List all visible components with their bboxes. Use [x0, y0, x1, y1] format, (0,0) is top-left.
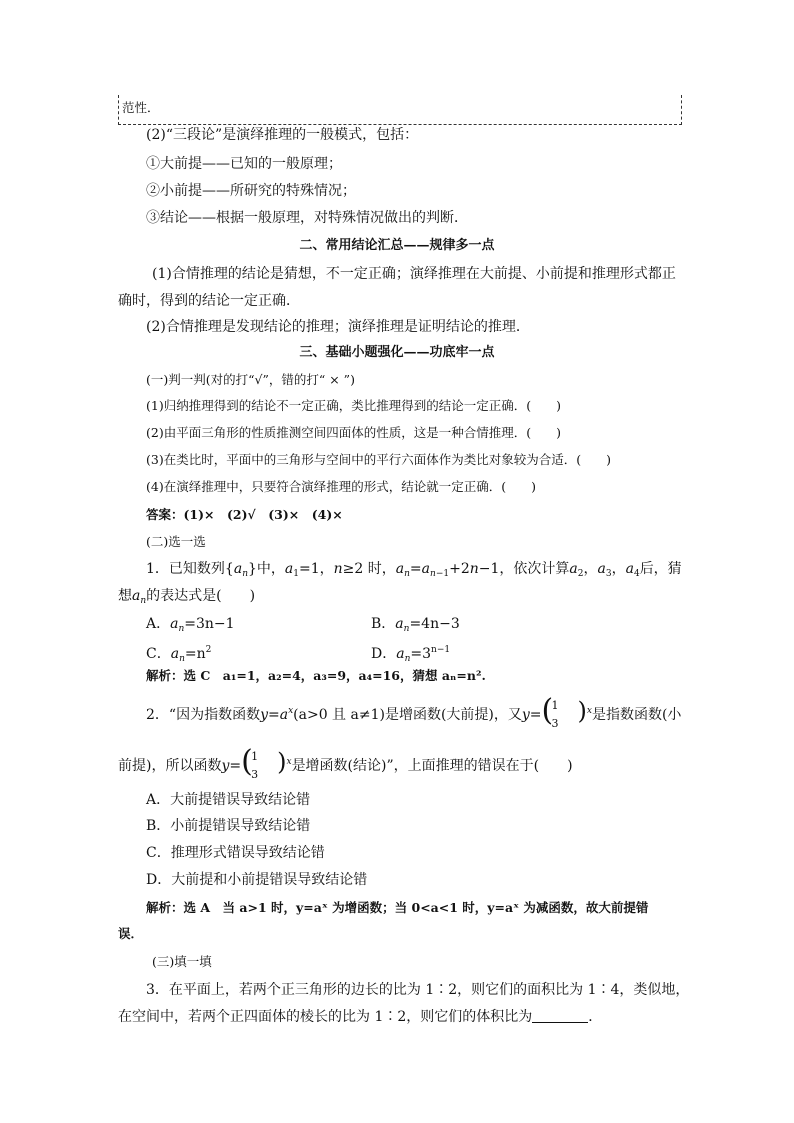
judge-answer: 答案：(1)× (2)√ (3)× (4)×: [146, 507, 343, 522]
q2-option-c[interactable]: C．推理形式错误导致结论错: [146, 845, 325, 861]
q1-text-f: =: [409, 561, 422, 577]
q1-option-b[interactable]: B．$a_n=4n-3$: [371, 616, 460, 634]
q1-var-a: a: [233, 561, 243, 577]
q1-var-n: n: [333, 561, 343, 577]
major-premise: ①大前提——已知的一般原理；: [146, 156, 342, 172]
fill-q3-line2: 在空间中，若两个正四面体的棱长的比为 1∶2，则它们的体积比为 ．: [118, 1009, 603, 1025]
conclusion-line: ③结论——根据一般原理，对特殊情况做出的判断．: [146, 210, 468, 226]
q1-option-d[interactable]: D．$a_n=3^{n-1}$: [371, 645, 451, 664]
judge-q3: (3)在类比时，平面中的三角形与空间中的平行六面体作为类比对象较为合适．( ): [146, 452, 611, 467]
q1-option-a[interactable]: A．$a_n=3n-1$: [146, 616, 235, 634]
section-heading-conclusions: 二、常用结论汇总——规律多一点: [299, 238, 495, 253]
box-tail-text: 范性．: [122, 100, 160, 115]
q2-option-d[interactable]: D．大前提和小前提错误导致结论错: [146, 872, 368, 888]
q1-line2-b: 的表达式是( ): [146, 588, 256, 604]
fraction-one-third: ( 1 3: [541, 693, 559, 730]
fill-title: (三)填一填: [152, 954, 212, 969]
choose-q1-line2: 想$a_n$的表达式是( ): [118, 588, 256, 606]
conclusion-para-1b: 确时，得到的结论一定正确．: [118, 293, 300, 309]
dashed-summary-box: [118, 95, 682, 125]
judge-title: (一)判一判(对的打“√”，错的打“ × ”): [146, 372, 355, 387]
q1-text-e: ≥2 时，: [342, 561, 396, 577]
choose-q1-line1: 1．已知数列$\{a_n\}$中，$a_1=1$，n≥2 时，$a_n=a_{n-1}+2n-1$，依次计算$a_2$，$a_3$，$a_4$后，猜: [146, 561, 682, 579]
choose-q2-line1: 2．“因为指数函数$y=a^x(a>0$ 且 a≠1)是增函数(大前提)，又y= ( 1 3 )$^x$是指数函数(小: [146, 693, 682, 730]
q2-solution-line2: 误．: [118, 926, 144, 941]
conclusion-para-1a: (1)合情推理的结论是猜想，不一定正确；演绎推理在大前提、小前提和推理形式都正: [152, 266, 676, 282]
section-heading-basics: 三、基础小题强化——功底牢一点: [299, 345, 495, 360]
judge-q1: (1)归纳推理得到的结论不一定正确，类比推理得到的结论一定正确．( ): [146, 398, 561, 413]
fraction-one-third-2: ( 1 3: [241, 744, 259, 781]
q1-text-j: 后，猜: [639, 561, 682, 577]
q1-line2-a: 想: [118, 588, 132, 604]
q1-text-h: −1，依次计算: [478, 561, 570, 577]
q1-option-c[interactable]: C．$a_n=n^2$: [146, 645, 212, 664]
conclusion-para-2: (2)合情推理是发现结论的推理；演绎推理是证明结论的推理．: [146, 319, 530, 335]
q1-solution: 解析：选 C a₁=1，a₂=4，a₃=9，a₄=16，猜想 aₙ=n².: [146, 668, 486, 683]
q1-text-i: ，: [583, 561, 598, 577]
q2-solution-line1: 解析：选 A 当 a>1 时，y=aˣ 为增函数；当 0<a<1 时，y=aˣ 为减函数，故大前提错: [146, 900, 649, 915]
judge-q2: (2)由平面三角形的性质推测空间四面体的性质，这是一种合情推理．( ): [146, 425, 561, 440]
q1-text-a: 1．已知数列{: [146, 561, 234, 577]
answer-blank[interactable]: [532, 1008, 588, 1023]
fill-q3-line1: 3．在平面上，若两个正三角形的边长的比为 1∶2，则它们的面积比为 1∶4，类似地，: [146, 982, 690, 998]
choose-q2-line2: 前提)，所以函数y= ( 1 3 )$^x$是增函数(结论)”，上面推理的错误在于( ): [118, 744, 573, 781]
minor-premise: ②小前提——所研究的特殊情况；: [146, 183, 356, 199]
q1-text-b: }中，: [247, 561, 285, 577]
q2-option-a[interactable]: A．大前提错误导致结论错: [146, 792, 311, 808]
q1-text-g: +2: [449, 561, 470, 577]
q1-text-c: =1，: [299, 561, 334, 577]
choose-title: (二)选一选: [146, 534, 206, 549]
judge-q4: (4)在演绎推理中，只要符合演绎推理的形式，结论就一定正确．( ): [146, 479, 536, 494]
syllogism-intro: (2)“三段论”是演绎推理的一般模式，包括：: [146, 127, 419, 143]
q2-option-b[interactable]: B．小前提错误导致结论错: [146, 818, 311, 834]
